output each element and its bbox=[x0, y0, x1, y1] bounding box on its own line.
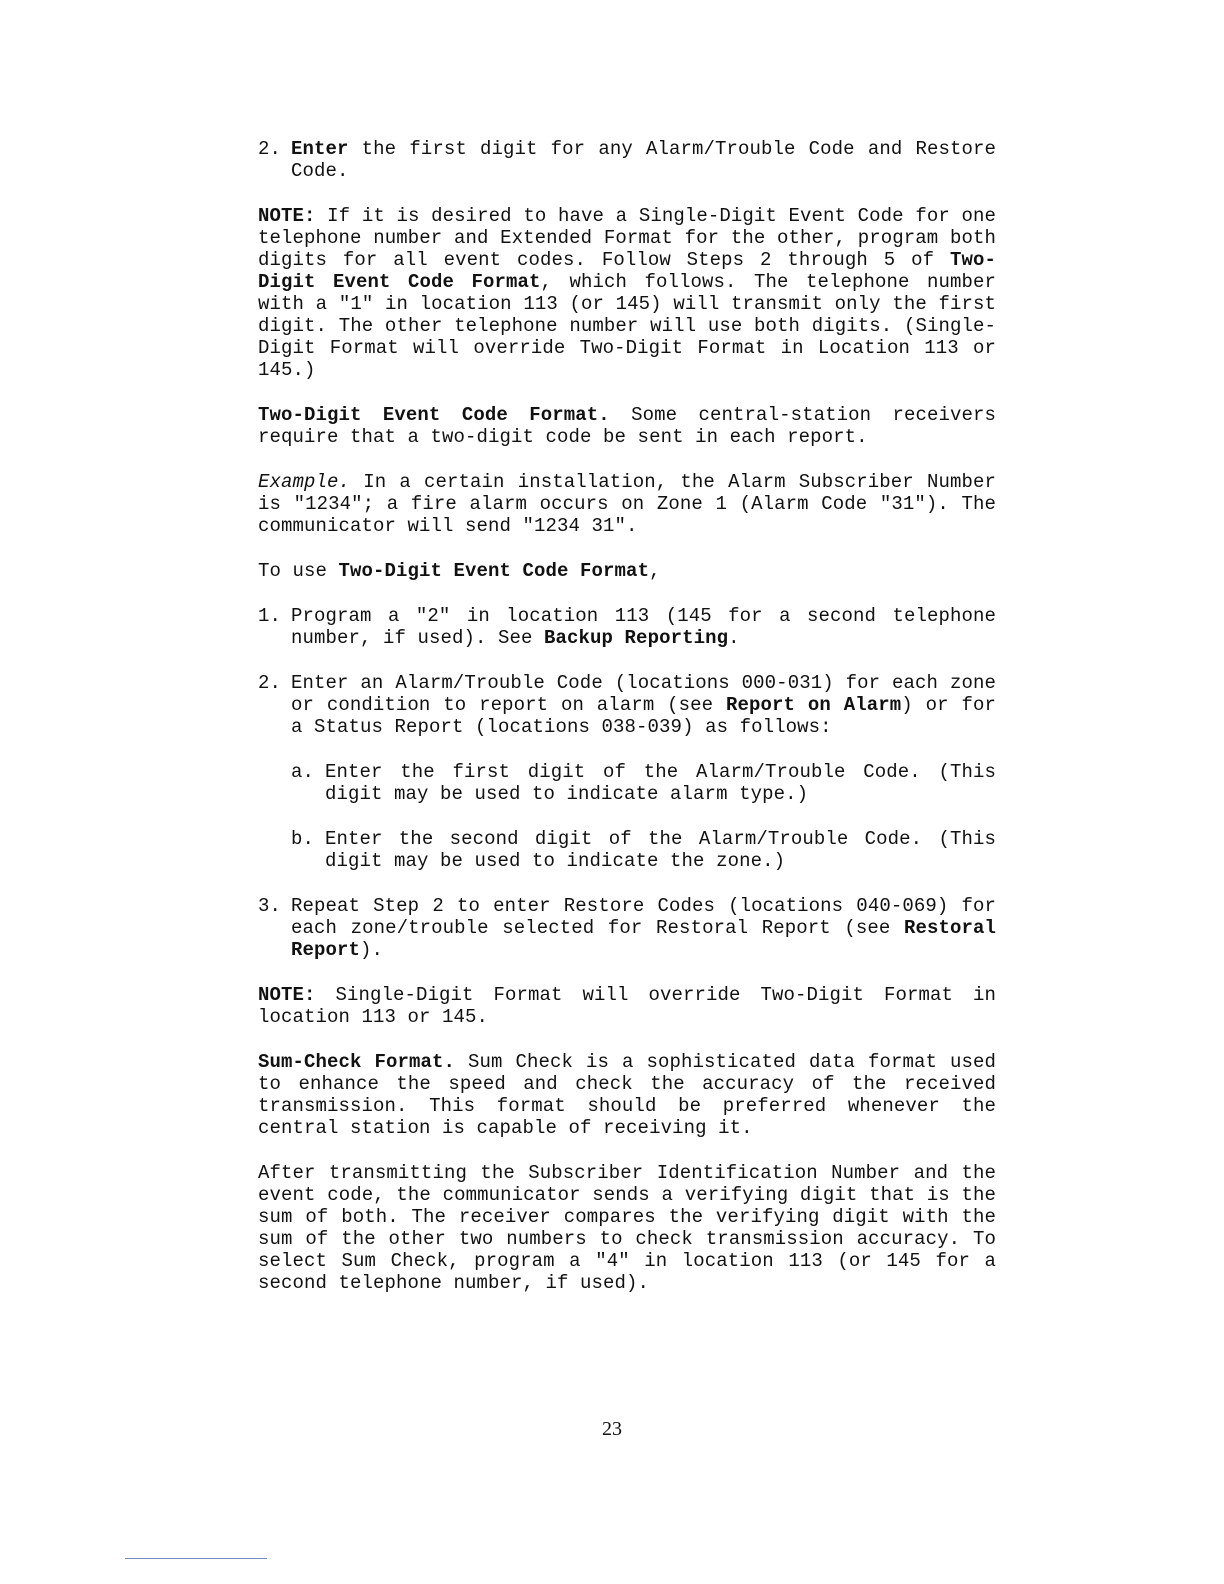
restoral-report-reference: Restoral Report bbox=[291, 917, 996, 961]
note-single-digit bbox=[258, 205, 996, 381]
page-number: 23 bbox=[602, 1418, 622, 1440]
footer-rule bbox=[125, 1558, 267, 1559]
note-label: NOTE: bbox=[258, 984, 316, 1006]
note-reference: Two-Digit Event Code Format bbox=[258, 249, 996, 293]
step-number: 3. bbox=[258, 895, 282, 917]
step-1-text: Program a "2" in location 113 (145 for a second telephone number, if used). See bbox=[291, 605, 996, 649]
step-body: the first digit for any Alarm/Trouble Code and Restore Code. bbox=[291, 138, 996, 182]
note-text-b: , which follows. The telephone number with a "1" in location 113 (or 145) will transmit only the first digit. The other telephone number will use both digits. (Single-Digit Format will override Two-Digit Format in Location 113 or 145.) bbox=[258, 271, 996, 381]
substep-letter: a. bbox=[291, 761, 315, 783]
step-3-text: Repeat Step 2 to enter Restore Codes (locations 040-069) for each zone/trouble selected for Restoral Report (see bbox=[291, 895, 996, 939]
two-digit-text: Some central-station receivers require that a two-digit code be sent in each report. bbox=[258, 404, 996, 448]
substep-text: Enter the first digit of the Alarm/Trouble Code. (This digit may be used to indicate alarm type.) bbox=[325, 761, 996, 805]
step-2 bbox=[258, 672, 996, 738]
step-2-text: Enter an Alarm/Trouble Code (locations 000-031) for each zone or condition to report on alarm (see bbox=[291, 672, 996, 716]
step-2-first-digit bbox=[258, 138, 996, 182]
step-3-end: ). bbox=[360, 939, 384, 961]
step-enter-bold: Enter bbox=[291, 138, 349, 160]
intro-reference: Two-Digit Event Code Format bbox=[338, 560, 650, 582]
example-paragraph bbox=[258, 471, 996, 537]
substep-text: Enter the second digit of the Alarm/Trouble Code. (This digit may be used to indicate the zone.) bbox=[325, 828, 996, 872]
note-text-a: If it is desired to have a Single-Digit Event Code for one telephone number and Extended Format for the other, program both digits for all event codes. Follow Steps 2 through 5 of bbox=[258, 205, 996, 271]
two-digit-section bbox=[258, 404, 996, 448]
intro-line bbox=[258, 560, 996, 582]
step-number: 2. bbox=[258, 138, 282, 160]
step-1-end: . bbox=[728, 627, 740, 649]
backup-reporting-reference: Backup Reporting bbox=[544, 627, 729, 649]
step-text bbox=[291, 605, 996, 649]
step-text bbox=[291, 672, 996, 738]
step-2-end: ) or for a Status Report (locations 038-039) as follows: bbox=[291, 694, 997, 738]
note-label: NOTE: bbox=[258, 205, 316, 227]
note-text: Single-Digit Format will override Two-Digit Format in location 113 or 145. bbox=[258, 984, 996, 1028]
substep-letter: b. bbox=[291, 828, 315, 850]
after-transmitting-paragraph: After transmitting the Subscriber Identification Number and the event code, the communicator sends a verifying digit that is the sum of both. The receiver compares the verifying digit with the sum of the other two numbers to check transmission accuracy. To select Sum Check, program a "4" in location 113 (or 145 for a second telephone number, if used). bbox=[258, 1162, 996, 1294]
step-number: 1. bbox=[258, 605, 282, 627]
step-text bbox=[291, 138, 996, 182]
step-text bbox=[291, 895, 996, 961]
step-number: 2. bbox=[258, 672, 282, 694]
step-1 bbox=[258, 605, 996, 649]
sum-check-section bbox=[258, 1051, 996, 1139]
example-label: Example. bbox=[258, 471, 351, 493]
substep-a bbox=[291, 761, 996, 805]
section-heading-two-digit: Two-Digit Event Code Format. bbox=[258, 404, 610, 426]
intro-text-a: To use bbox=[258, 560, 339, 582]
note-override bbox=[258, 984, 996, 1028]
substep-b bbox=[291, 828, 996, 872]
example-text: In a certain installation, the Alarm Subscriber Number is "1234"; a fire alarm occurs on Zone 1 (Alarm Code "31"). The communicator will send "1234 31". bbox=[258, 471, 996, 537]
page-content bbox=[258, 138, 996, 1294]
step-3 bbox=[258, 895, 996, 961]
section-heading-sum-check: Sum-Check Format. bbox=[258, 1051, 456, 1073]
report-on-alarm-reference: Report on Alarm bbox=[726, 694, 902, 716]
sum-check-text: Sum Check is a sophisticated data format used to enhance the speed and check the accuracy of the received transmission. This format should be preferred whenever the central station is capable of receiving it. bbox=[258, 1051, 996, 1139]
intro-text-b: , bbox=[649, 560, 661, 582]
